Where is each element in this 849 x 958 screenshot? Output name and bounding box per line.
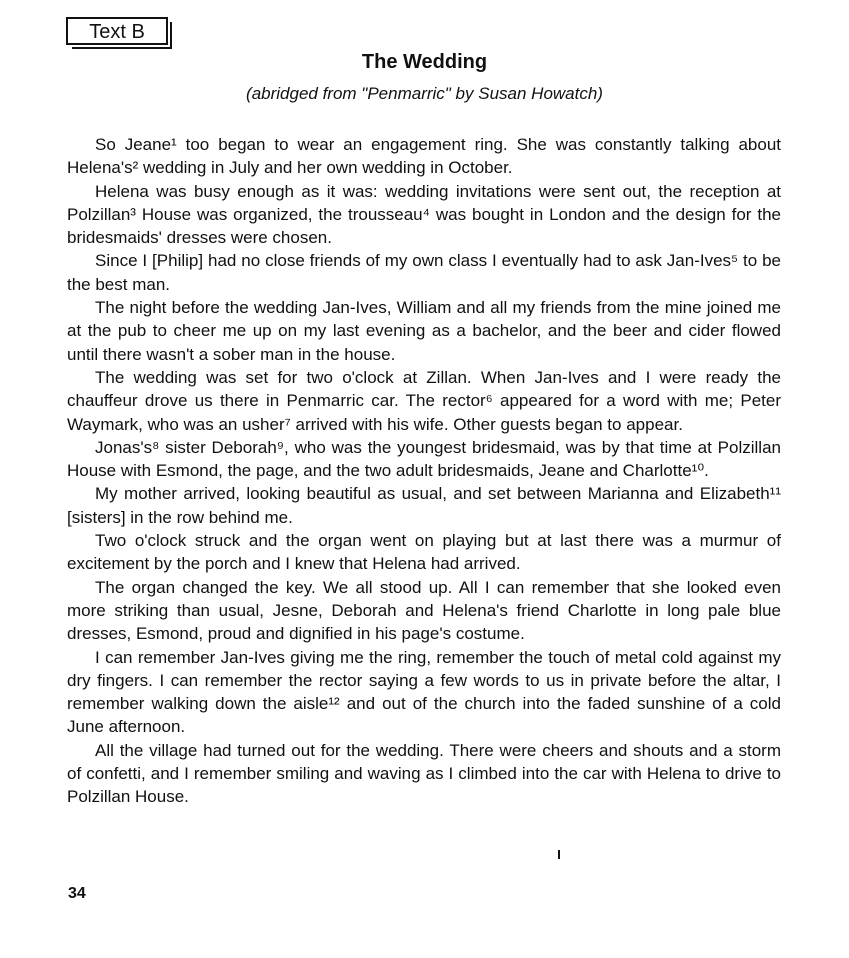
story-body (67, 133, 781, 809)
text-label: Text B (89, 21, 145, 43)
paragraph: Two o'clock struck and the organ went on playing but at last there was a murmur of excitement by the porch and I knew that Helena had arrived. (67, 531, 781, 574)
paragraph: Jonas's⁸ sister Deborah⁹, who was the youngest bridesmaid, was by that time at Polzillan House with Esmond, the page, and the two adult bridesmaids, Jeane and Charlotte¹⁰. (67, 437, 781, 481)
paragraph: The wedding was set for two o'clock at Zillan. When Jan-Ives and I were ready the chauffeur drove us there in Penmarric car. The rector⁶ appeared for a word with me; Peter Waymark, who was an usher⁷ arrived with his wife. Other guests began to appear. (67, 367, 781, 434)
page-number: 34 (68, 885, 86, 902)
page-title: The Wedding (361, 51, 488, 73)
paragraph: Since I [Philip] had no close friends of my own class I eventually had to ask Jan-Ives⁵ to be the best man. (67, 251, 781, 294)
scan-mark (558, 850, 560, 859)
page-subtitle: (abridged from "Penmarric" by Susan Howatch) (246, 84, 603, 103)
paragraph: The organ changed the key. We all stood up. All I can remember that she looked even more striking than usual, Jesne, Deborah and Helena's friend Charlotte in long pale blue dresses, Esmond, proud and dignified in his page's costume. (67, 577, 781, 644)
paragraph: All the village had turned out for the wedding. There were cheers and shouts and a storm of confetti, and I remember smiling and waving as I climbed into the car with Helena to drive to Polzillan House. (67, 740, 781, 807)
paragraph: So Jeane¹ too began to wear an engagement ring. She was constantly talking about Helena's² wedding in July and her own wedding in October. (67, 135, 781, 178)
paragraph: The night before the wedding Jan-Ives, William and all my friends from the mine joined me at the pub to cheer me up on my last evening as a bachelor, and the beer and cider flowed until there wasn't a sober man in the house. (67, 298, 781, 364)
text-label-box (66, 17, 168, 45)
paragraph: Helena was busy enough as it was: wedding invitations were sent out, the reception at Polzillan³ House was organized, the trousseau⁴ was bought in London and the design for the bridesmaids' dresses were chosen. (67, 181, 781, 248)
paragraph: I can remember Jan-Ives giving me the ring, remember the touch of metal cold against my dry fingers. I can remember the rector saying a few words to us in private before the altar, I remember walking down the aisle¹² and out of the church into the faded sunshine of a cold June afternoon. (67, 647, 781, 737)
paragraph: My mother arrived, looking beautiful as usual, and set between Marianna and Elizabeth¹¹ [sisters] in the row behind me. (67, 484, 781, 527)
